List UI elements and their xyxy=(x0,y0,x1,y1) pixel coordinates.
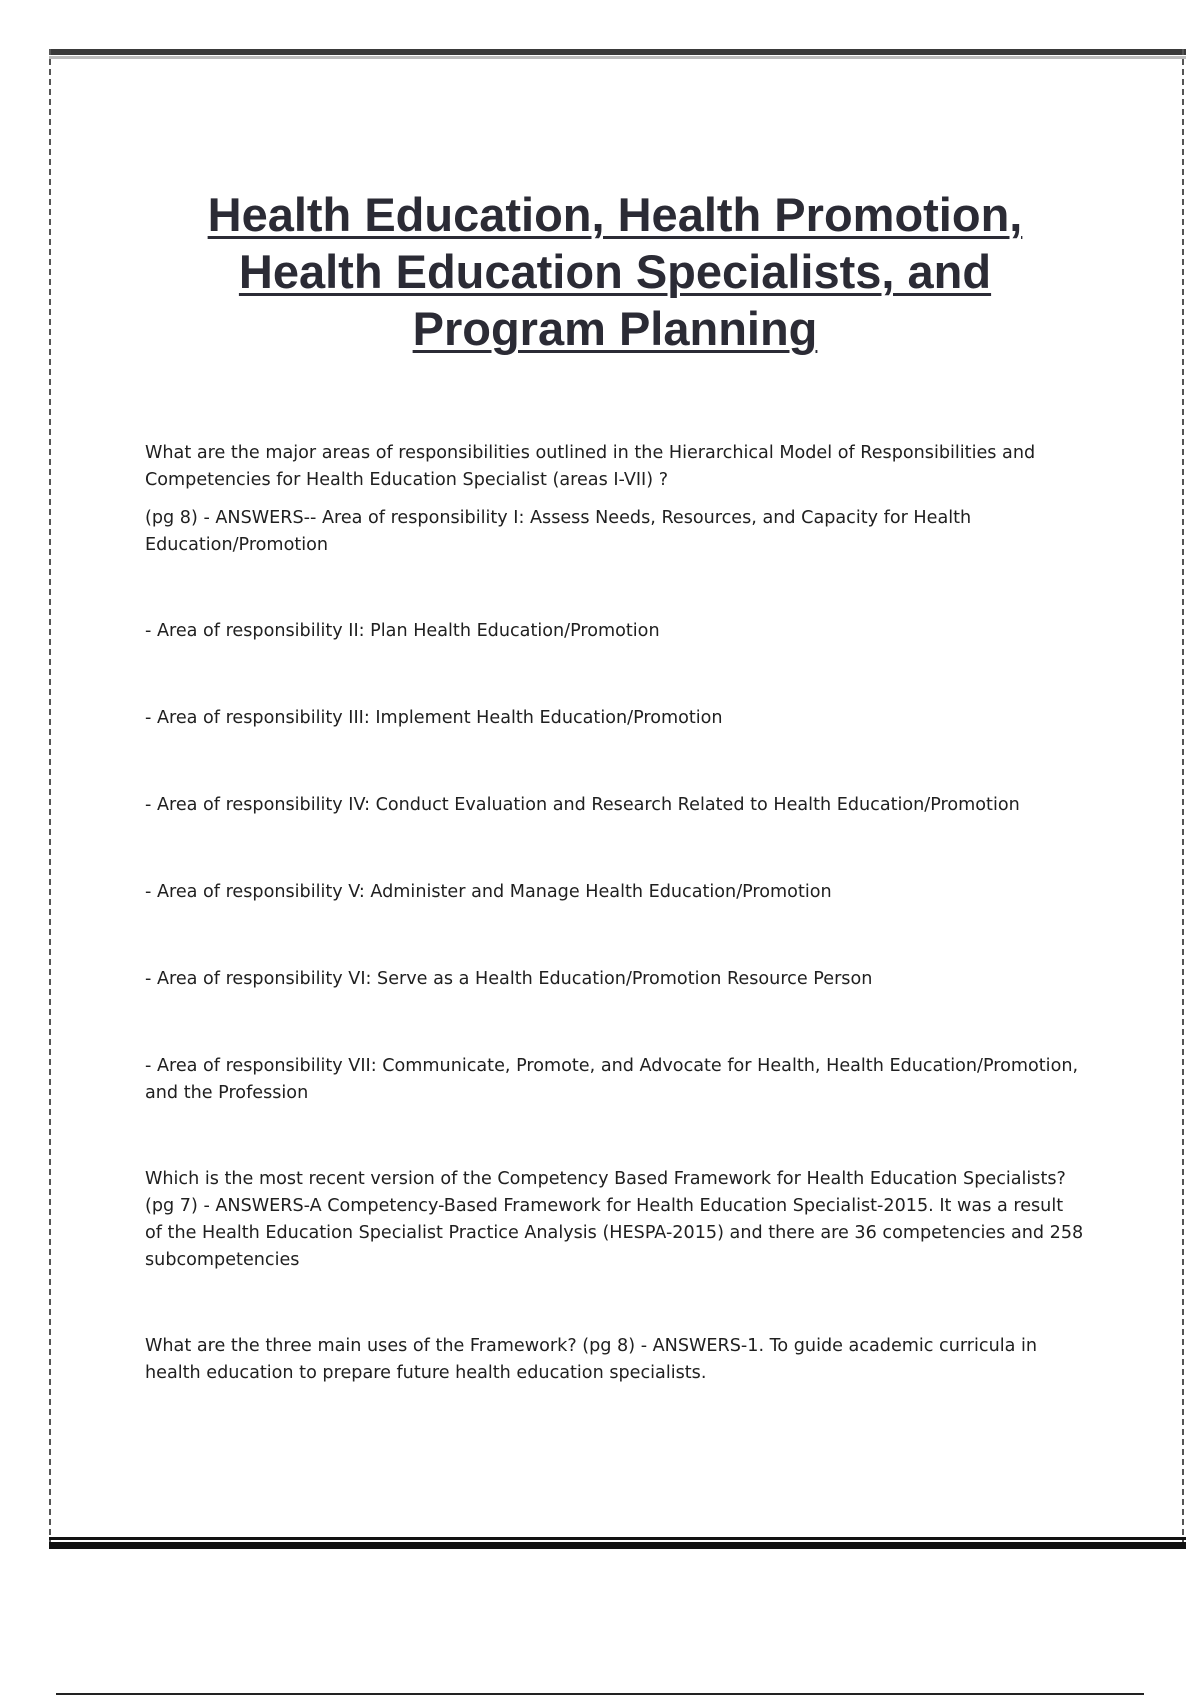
document-body xyxy=(145,440,1085,1387)
responsibility-item: - Area of responsibility V: Administer and Manage Health Education/Promotion xyxy=(145,882,832,902)
title-line-3: Program Planning xyxy=(412,302,818,355)
bottom-border-rule-thick xyxy=(49,1542,1186,1549)
responsibility-item: - Area of responsibility VI: Serve as a Health Education/Promotion Resource Person xyxy=(145,969,873,989)
responsibility-item: - Area of responsibility III: Implement Health Education/Promotion xyxy=(145,708,723,728)
question-3-block: What are the three main uses of the Framework? (pg 8) - ANSWERS-1. To guide academic curricula in health education to prepare future health education specialists. xyxy=(145,1336,1038,1383)
title-line-2: Health Education Specialists, and xyxy=(238,245,992,298)
bottom-border-rule-thin xyxy=(49,1537,1186,1540)
next-page-edge-line xyxy=(56,1693,1144,1695)
question-1-answer: (pg 8) - ANSWERS-- Area of responsibility I: Assess Needs, Resources, and Capacity for Health Education/Promotion xyxy=(145,508,972,555)
responsibility-item: - Area of responsibility II: Plan Health Education/Promotion xyxy=(145,621,660,641)
responsibility-item: - Area of responsibility VII: Communicate, Promote, and Advocate for Health, Health Education/Promotion, and the Profession xyxy=(145,1056,1079,1103)
title-line-1: Health Education, Health Promotion, xyxy=(207,188,1023,241)
document-title xyxy=(150,186,1080,357)
question-2-block: Which is the most recent version of the Competency Based Framework for Health Education Specialists? (pg 7) - ANSWERS-A Competency-Based Framework for Health Education Specialist-2015. It was a result of the Health Education Specialist Practice Analysis (HESPA-2015) and there are 36 competencies and 258 subcompetencies xyxy=(145,1169,1084,1270)
responsibility-item: - Area of responsibility IV: Conduct Evaluation and Research Related to Health Education/Promotion xyxy=(145,795,1020,815)
question-1-text: What are the major areas of responsibilities outlined in the Hierarchical Model of Responsibilities and Competencies for Health Education Specialist (areas I-VII) ? xyxy=(145,443,1036,490)
